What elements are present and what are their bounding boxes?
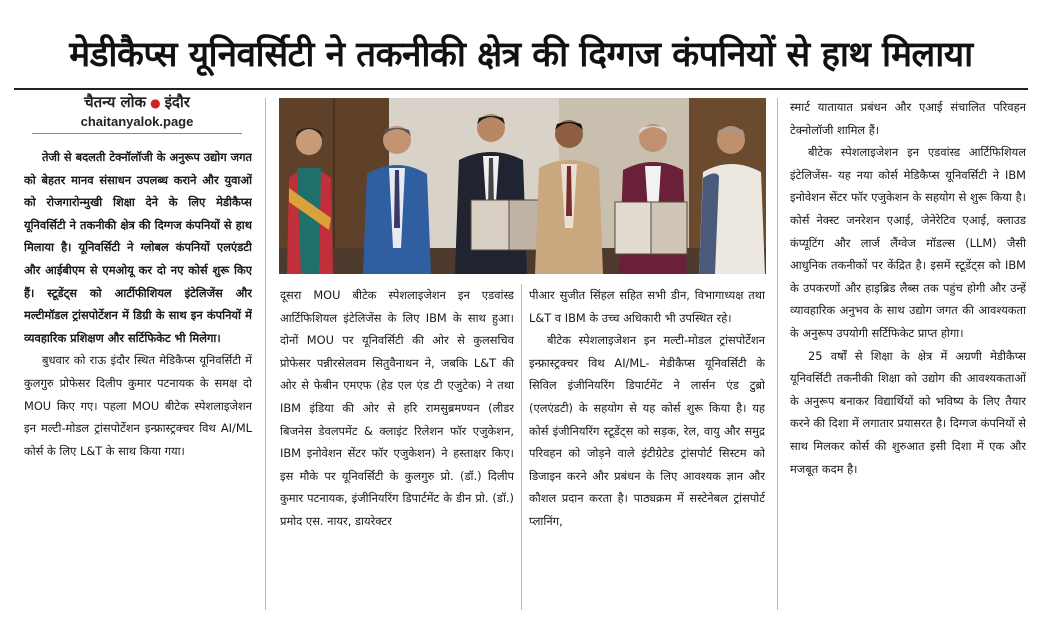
lead-paragraph: तेजी से बदलती टेक्नॉलॉजी के अनुरूप उद्योग जगत को बेहतर मानव संसाधन उपलब्ध कराने और युवाओं को रोजगारोन्मुखी शिक्षा देने के लिए मेडीकैप्स यूनिवर्सिटी ने तकनीकी क्षेत्र की दिग्गज कंपनियों से हाथ मिलाया है। यूनिवर्सिटी ने ग्लोबल कंपनियों एलएंडटी और आईबीएम से एमओयू कर दो नए कोर्स शुरू किए हैं। स्टूडेंट्स को आर्टीफीशियल इंटेलिजेंस और मल्टीमॉडल ट्रांसपोर्टेशन में डिग्री के साथ इन कंपनियों में व्यवहारिक प्रशिक्षण और सर्टिफिकेट भी मिलेगा। — [24, 150, 252, 345]
column-divider — [521, 284, 522, 610]
paragraph: बीटेक स्पेशलाइजेशन इन एडवांस्ड आर्टिफिशियल इंटेलिजेंस- यह नया कोर्स मेडिकैप्स यूनिवर्सिटी ने IBM इनोवेशन सेंटर फॉर एजुकेशन के सहयोग से शुरू किया है। कोर्स नेक्स्ट जनरेशन एआई, जेनेरेटिव एआई, क्लाउड कंप्यूटिंग और लार्ज लैंग्वेज मॉडल्स (LLM) जैसी आधुनिक तकनीकों पर केंद्रित है। इसमें स्टूडेंट्स को IBM के उपकरणों और हाइब्रिड लैब्स तक पहुंच होगी और उन्हें व्यावहारिक अनुभव के साथ उद्योग जगत की आवश्यकता के अनुरूप उपयोगी सर्टिफिकेट प्राप्त होगा। — [790, 145, 1026, 340]
masthead-rule — [32, 133, 242, 134]
publication-name: चैतन्य लोक — [84, 93, 147, 111]
paragraph: बुधवार को राऊ इंदौर स्थित मेडिकैप्स यूनिवर्सिटी में कुलगुरु प्रोफेसर दिलीप कुमार पटनायक के समक्ष दो MOU किए गए। पहला MOU बीटेक स्पेशलाइजेशन इन मल्टी-मोडल ट्रांसपोर्टेशन इन्फ्रास्ट्रक्चर विथ AI/ML कोर्स के लिए L&T के साथ किया गया। — [24, 353, 252, 458]
signing-ceremony-photo — [279, 98, 766, 274]
paragraph: बीटेक स्पेशलाइजेशन इन मल्टी-मोडल ट्रांसपोर्टेशन इन्फ्रास्ट्रक्चर विथ AI/ML- मेडीकैप्स यूनिवर्सिटी के सिविल इंजीनियरिंग डिपार्टमेंट ने लार्सन एंड टुब्रो (एलएंडटी) के सहयोग से यह कोर्स शुरू किया है। यह कोर्स इंजीनियरिंग स्टूडेंट्स को सड़क, रेल, वायु और समुद्र परिवहन को जोड़ने वाले इंटीग्रेटेड ट्रांसपोर्ट सिस्टम को डिजाइन करने और प्रबंधन के लिए आवश्यक ज्ञान और कौशल प्रदान करता है। पाठ्यक्रम में सस्टेनेबल ट्रांसपोर्ट प्लानिंग, — [529, 333, 765, 528]
paragraph: 25 वर्षों से शिक्षा के क्षेत्र में अग्रणी मेडीकैप्स यूनिवर्सिटी तकनीकी शिक्षा को उद्योग की आवश्यकताओं के अनुरूप बनाकर विद्यार्थियों को भविष्य के लिए तैयार करने की दिशा में लगातार प्रयासरत है। दिग्गज कंपनियों से साथ मिलकर कोर्स की शुरुआत इसी दिशा में एक और मजबूत कदम है। — [790, 348, 1026, 476]
paragraph: पीआर सुजीत सिंहल सहित सभी डीन, विभागाध्यक्ष तथा L&T व IBM के उच्च अधिकारी भी उपस्थित रहे। — [529, 288, 765, 325]
group-photo-image — [279, 98, 766, 274]
article-column-4 — [790, 96, 1026, 612]
website: chaitanyalok.page — [80, 114, 194, 129]
article-column-3 — [529, 284, 765, 612]
paragraph: दूसरा MOU बीटेक स्पेशलाइजेशन इन एडवांस्ड आर्टिफिशियल इंटेलिजेंस के लिए IBM के साथ हुआ। दोनों MOU पर यूनिवर्सिटी की ओर से कुलसचिव प्रोफेसर पन्नीरसेलवम सितुवैनाथन ने, जबकि L&T की ओर से फेबीन एमएफ (हेड एल एंड टी एजुटेक) ने तथा IBM इंडिया की ओर से हरि रामसुब्रमण्यन (लीडर बिजनेस डेवलपमेंट & क्लाइंट रिलेशन फॉर एजुकेशन, IBM इनोवेशन सेंटर फॉर एजुकेशन) ने हस्ताक्षर किए। इस मौके पर यूनिवर्सिटी के कुलगुरु प्रो. (डॉ.) दिलीप कुमार पटनायक, इंजीनियरिंग डिपार्टमेंट के डीन प्रो. (डॉ.) प्रमोद एस. नायर, डायरेक्टर — [280, 288, 514, 528]
column-divider — [265, 98, 266, 610]
paragraph: स्मार्ट यातायात प्रबंधन और एआई संचालित परिवहन टेक्नोलॉजी शामिल हैं। — [790, 100, 1026, 137]
city-name: इंदौर — [164, 93, 190, 111]
headline-rule — [14, 88, 1028, 90]
article-column-2 — [280, 284, 514, 612]
red-dot-icon: ● — [150, 96, 161, 110]
headline: मेडीकैप्स यूनिवर्सिटी ने तकनीकी क्षेत्र की दिग्गज कंपनियों से हाथ मिलाया — [69, 35, 973, 75]
column-divider — [777, 98, 778, 610]
article-column-1 — [24, 146, 252, 612]
masthead-line — [24, 92, 250, 113]
masthead — [24, 92, 250, 134]
